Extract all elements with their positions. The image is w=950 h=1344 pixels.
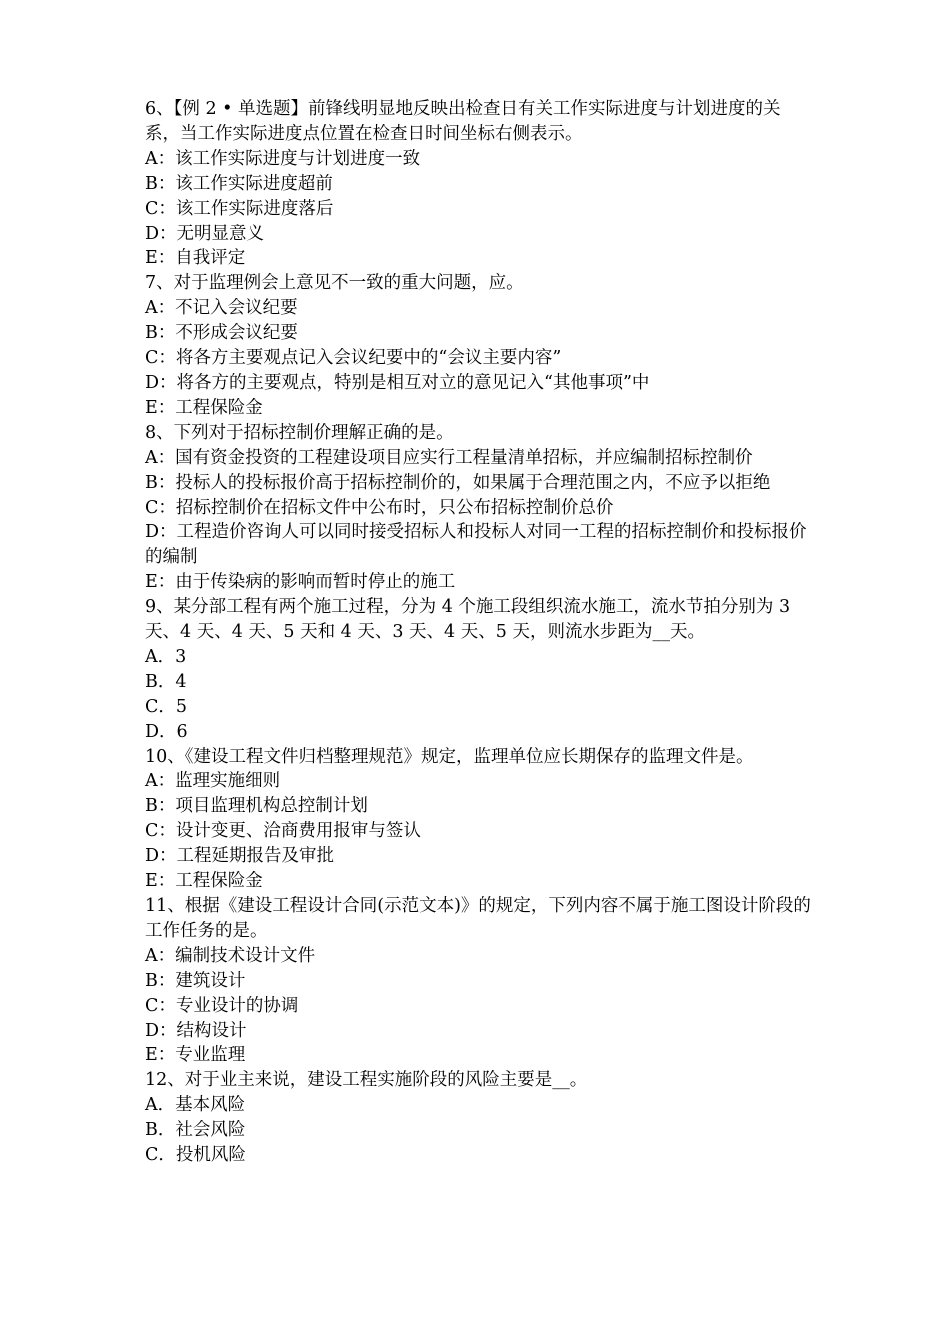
question-7-stem: 7、对于监理例会上意见不一致的重大问题，应。 bbox=[145, 273, 524, 294]
question-11-option-c: C：专业设计的协调 bbox=[145, 995, 299, 1016]
question-12-option-c: C．投机风险 bbox=[145, 1145, 246, 1166]
question-8-stem: 8、下列对于招标控制价理解正确的是。 bbox=[145, 422, 454, 443]
question-11-option-d: D：结构设计 bbox=[145, 1020, 247, 1041]
question-6-stem: 6、【例 2 • 单选题】前锋线明显地反映出检查日有关工作实际进度与计划进度的关系，当工作实际进度点位置在检查日时间坐标右侧表示。 bbox=[145, 99, 781, 144]
question-10-option-d: D：工程延期报告及审批 bbox=[145, 846, 335, 867]
question-9-option-b: B．4 bbox=[145, 671, 187, 692]
question-6-option-a: A：该工作实际进度与计划进度一致 bbox=[145, 148, 421, 169]
question-7-option-c: C：将各方主要观点记入会议纪要中的“会议主要内容” bbox=[145, 348, 562, 369]
question-12-option-a: A．基本风险 bbox=[145, 1095, 246, 1116]
question-7-option-b: B：不形成会议纪要 bbox=[145, 323, 298, 344]
question-11-option-a: A：编制技术设计文件 bbox=[145, 945, 316, 966]
question-10-option-a: A：监理实施细则 bbox=[145, 771, 281, 792]
question-10-option-e: E：工程保险金 bbox=[145, 871, 263, 892]
question-7-option-d: D：将各方的主要观点，特别是相互对立的意见记入“其他事项”中 bbox=[145, 372, 650, 393]
question-6-option-e: E：自我评定 bbox=[145, 248, 246, 269]
question-10-option-b: B：项目监理机构总控制计划 bbox=[145, 796, 368, 817]
document-body bbox=[145, 97, 813, 1168]
question-12-stem: 12、对于业主来说，建设工程实施阶段的风险主要是__。 bbox=[145, 1070, 588, 1091]
question-7-option-a: A：不记入会议纪要 bbox=[145, 298, 298, 319]
question-11-option-e: E：专业监理 bbox=[145, 1045, 246, 1066]
question-8-option-a: A：国有资金投资的工程建设项目应实行工程量清单招标，并应编制招标控制价 bbox=[145, 447, 753, 468]
question-11-option-b: B：建筑设计 bbox=[145, 970, 246, 991]
question-6-option-b: B：该工作实际进度超前 bbox=[145, 173, 333, 194]
question-11-stem: 11、根据《建设工程设计合同(示范文本)》的规定，下列内容不属于施工图设计阶段的工作任务的是。 bbox=[145, 896, 811, 941]
question-9-stem: 9、某分部工程有两个施工过程，分为 4 个施工段组织流水施工，流水节拍分别为 3 天、4 天、4 天、5 天和 4 天、3 天、4 天、5 天，则流水步距为__天。 bbox=[145, 597, 796, 643]
question-7-option-e: E：工程保险金 bbox=[145, 397, 263, 418]
question-6-option-c: C：该工作实际进度落后 bbox=[145, 198, 334, 219]
question-8-option-c: C：招标控制价在招标文件中公布时，只公布招标控制价总价 bbox=[145, 497, 614, 518]
question-9-option-d: D．6 bbox=[145, 721, 188, 742]
question-6-option-d: D：无明显意义 bbox=[145, 223, 265, 244]
question-10-stem: 10、《建设工程文件归档整理规范》规定，监理单位应长期保存的监理文件是。 bbox=[145, 746, 754, 767]
question-8-option-e: E：由于传染病的影响而暂时停止的施工 bbox=[145, 572, 456, 593]
question-10-option-c: C：设计变更、洽商费用报审与签认 bbox=[145, 821, 421, 842]
question-8-option-d: D：工程造价咨询人可以同时接受招标人和投标人对同一工程的招标控制价和投标报价的编制 bbox=[145, 522, 807, 568]
question-12-option-b: B．社会风险 bbox=[145, 1120, 246, 1141]
question-9-option-c: C．5 bbox=[145, 696, 188, 717]
question-8-option-b: B：投标人的投标报价高于招标控制价的，如果属于合理范围之内，不应予以拒绝 bbox=[145, 472, 771, 493]
question-9-option-a: A．3 bbox=[145, 646, 187, 667]
